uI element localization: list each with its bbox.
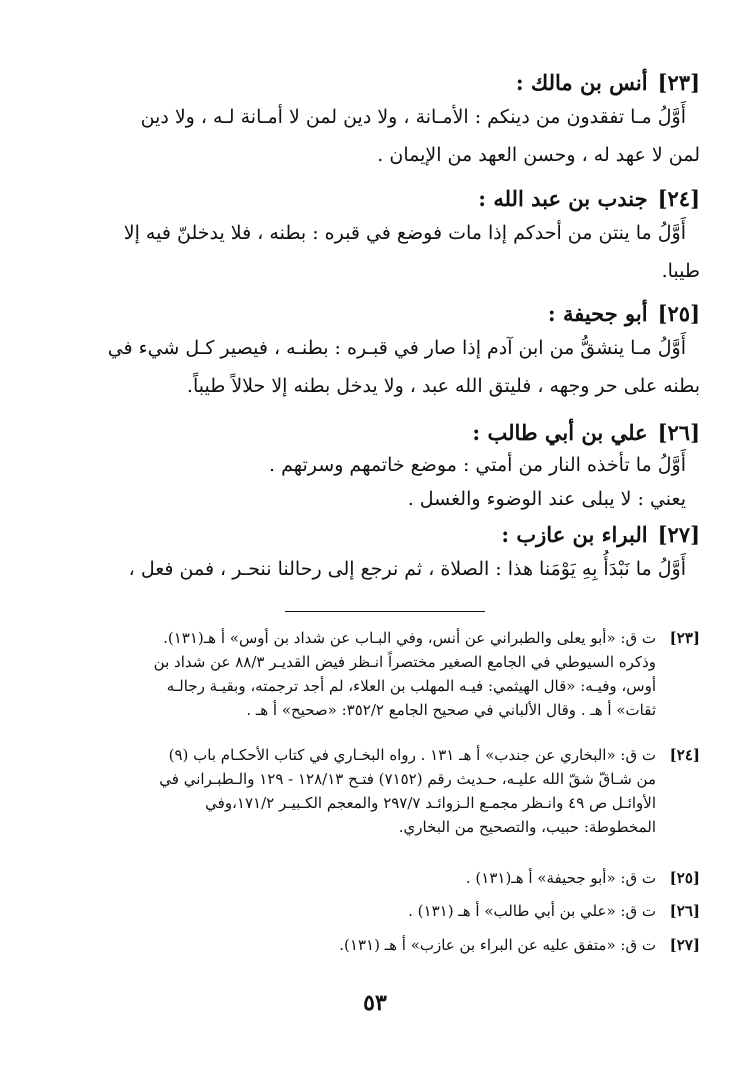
footnote-ref: [٢٤]	[669, 746, 700, 764]
entry-heading	[70, 520, 700, 550]
entry-heading	[70, 418, 700, 448]
entry-title: أبو جحيفة :	[547, 301, 648, 326]
footnote-ref: [٢٣]	[669, 629, 700, 647]
footnote-line: وذكره السيوطي في الجامع الصغير مختصراً انـظر فيض القديـر ٨٨/٣ عن شداد بن	[153, 653, 656, 671]
entry-text-line: أَوَّلُ مـا ينشقُّ من ابن آدم إذا صار في قبـره : بطنـه ، فيصير كـل شيء في	[107, 337, 686, 359]
footnote-line: ثقات» أ هـ . وقال الألباني في صحيح الجامع ٣٥٢/٢: «صحيح» أ هـ .	[246, 701, 656, 719]
entry-heading	[70, 184, 700, 214]
entry-heading	[70, 299, 700, 329]
footnote-line: من شـاقّ شقّ الله عليـه، حـديث رقم (٧١٥٢) فتـح ١٢٨/١٣ - ١٢٩ والـطبـراني في	[159, 770, 656, 788]
entry-text-line: أَوَّلُ ما ينتن من أحدكم إذا مات فوضع في قبره : بطنه ، فلا يدخلنّ فيه إلا	[123, 222, 686, 244]
entry-text-line: يعني : لا يبلى عند الوضوء والغسل .	[407, 488, 686, 510]
entry-text-line: بطنه على حر وجهه ، فليتق الله عبد ، ولا يدخل بطنه إلا حلالاً طيباً.	[186, 375, 700, 397]
entry-text-line: أَوَّلُ ما نَبْدَأُ بِهِ يَوْمَنا هذا : الصلاة ، ثم نرجع إلى رحالنا ننحـر ، فمن فعل ،	[128, 558, 686, 580]
footnote-line: ت ق: «علي بن أبي طالب» أ هـ (١٣١) .	[408, 902, 656, 920]
footnote-25	[50, 866, 700, 890]
entry-25	[70, 299, 700, 405]
footnote-line: المخطوطة: حبيب، والتصحيح من البخاري.	[398, 818, 656, 836]
entry-26	[70, 418, 700, 516]
entry-title: أنس بن مالك :	[515, 70, 648, 95]
entry-text-line: طيبا.	[661, 260, 700, 282]
entry-number: [٢٦]	[657, 420, 700, 445]
footnote-line: الأوائـل ص ٤٩ وانـظر مجمـع الـزوائـد ٢٩٧/٧ والمعجم الكـبيـر ١٧١/٢،وفي	[205, 794, 656, 812]
entry-27	[70, 520, 700, 588]
footnote-line: ت ق: «أبو يعلى والطبراني عن أنس، وفي البـاب عن شداد بن أوس» أ هـ(١٣١).	[163, 629, 656, 647]
entry-number: [٢٥]	[657, 301, 700, 326]
footnote-ref: [٢٧]	[669, 936, 700, 954]
entry-text-line: أَوَّلُ مـا تفقدون من دينكم : الأمـانة ، ولا دين لمن لا أمـانة لـه ، ولا دين	[140, 106, 686, 128]
entry-number: [٢٣]	[657, 70, 700, 95]
entry-title: البراء بن عازب :	[501, 522, 648, 547]
entry-text-line: أَوَّلُ ما تأخذه النار من أمتي : موضع خاتمهم وسرتهم .	[269, 454, 686, 476]
entry-number: [٢٤]	[657, 186, 700, 211]
footnote-line: ت ق: «متفق عليه عن البراء بن عازب» أ هـ (١٣١).	[339, 936, 656, 954]
entry-title: علي بن أبي طالب :	[472, 420, 648, 445]
footnote-27	[50, 933, 700, 957]
footnote-ref: [٢٥]	[669, 869, 700, 887]
entry-number: [٢٧]	[657, 522, 700, 547]
page-number: ٥٣	[363, 990, 387, 1016]
entry-text-line: لمن لا عهد له ، وحسن العهد من الإيمان .	[377, 144, 700, 166]
entry-24	[70, 184, 700, 290]
entry-title: جندب بن عبد الله :	[478, 186, 648, 211]
entry-heading	[70, 68, 700, 98]
footnote-line: أوس، وفيـه: «قال الهيثمي: فيـه المهلب بن العلاء، لم أجد ترجمته، وبقيـة رجالـه	[166, 677, 656, 695]
footnote-ref: [٢٦]	[669, 902, 700, 920]
footnote-23	[50, 626, 700, 722]
footnote-26	[50, 899, 700, 923]
footnote-24	[50, 743, 700, 839]
entry-23	[70, 68, 700, 174]
footnote-separator	[285, 611, 485, 612]
footnote-line: ت ق: «أبو جحيفة» أ هـ(١٣١) .	[465, 869, 656, 887]
footnote-line: ت ق: «البخاري عن جندب» أ هـ ١٣١ . رواه البخـاري في كتاب الأحكـام باب (٩)	[168, 746, 656, 764]
